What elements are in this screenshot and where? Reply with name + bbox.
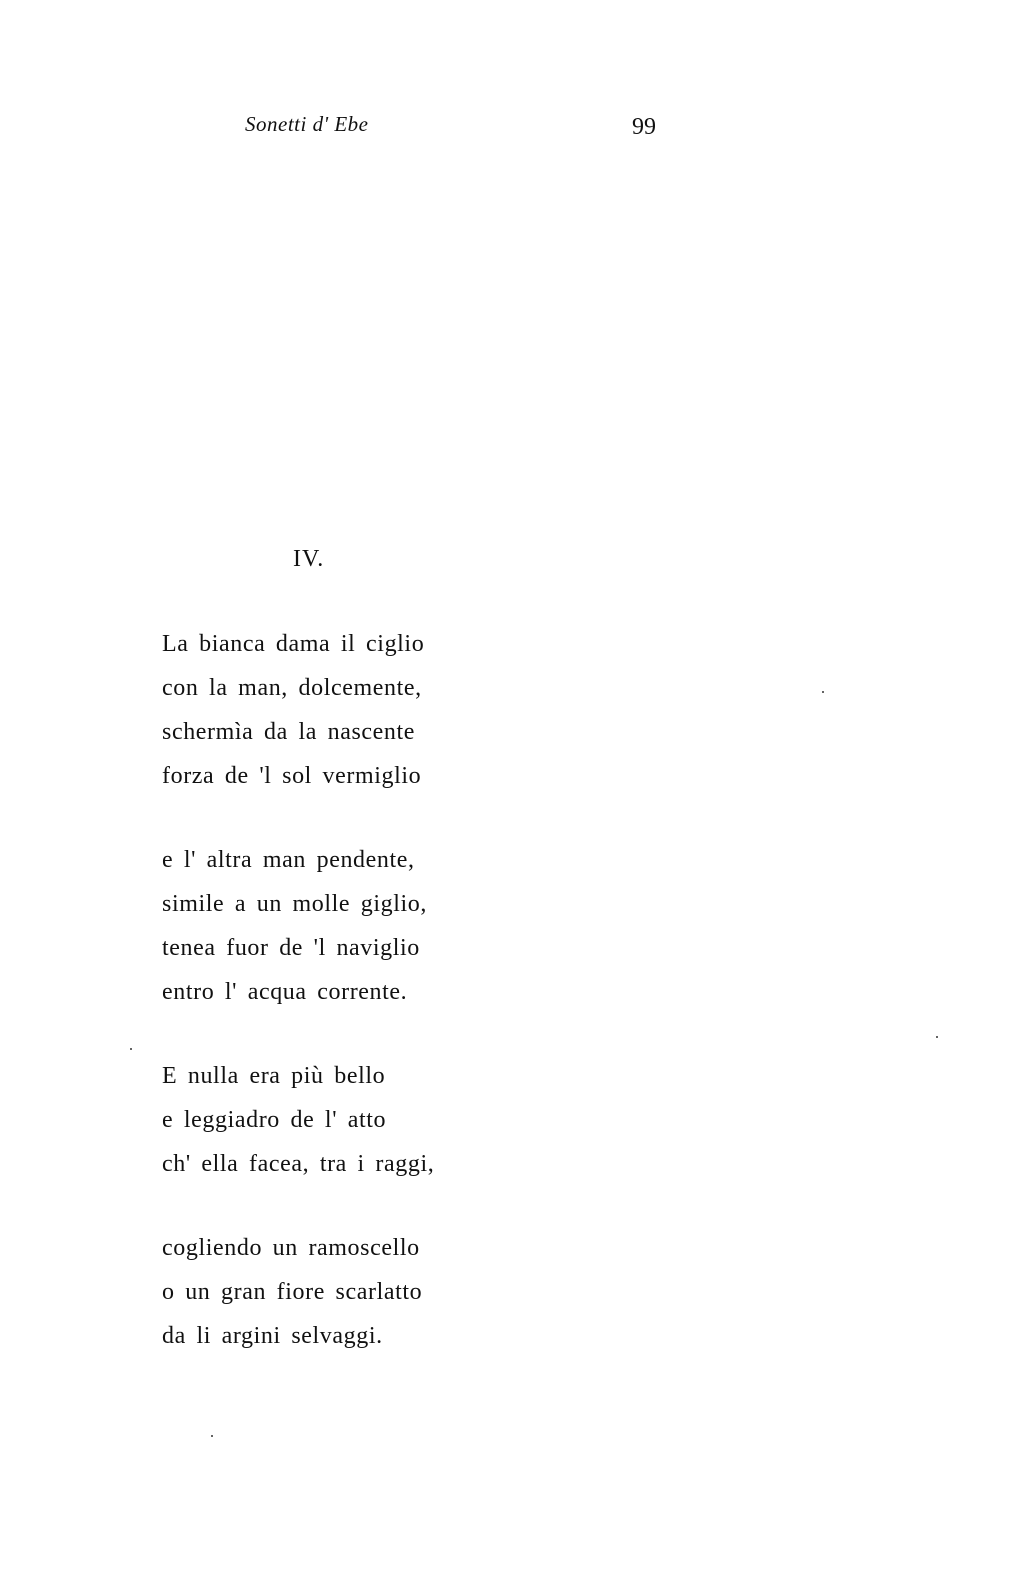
poem (162, 628, 434, 1364)
verse-line: forza de 'l sol vermiglio (162, 763, 422, 789)
print-speck (130, 1048, 132, 1050)
stanza-2 (162, 844, 434, 1020)
verse-line: ch' ella facea, tra i raggi, (162, 1151, 435, 1177)
verse-line: e l' altra man pendente, (162, 847, 415, 873)
verse-line: schermìa da la nascente (162, 719, 416, 745)
verse-line: con la man, dolcemente, (162, 675, 422, 701)
stanza-3 (162, 1060, 434, 1192)
verse-line: E nulla era più bello (162, 1063, 386, 1089)
stanza-1 (162, 628, 434, 804)
verse-line: entro l' acqua corrente. (162, 979, 408, 1005)
stanza-4 (162, 1232, 434, 1364)
verse-line: e leggiadro de l' atto (162, 1107, 387, 1133)
verse-line: o un gran fiore scarlatto (162, 1279, 423, 1305)
verse-line: da li argini selvaggi. (162, 1323, 383, 1349)
verse-line: simile a un molle giglio, (162, 891, 427, 917)
verse-line: tenea fuor de 'l naviglio (162, 935, 420, 961)
running-head: Sonetti d' Ebe (245, 112, 369, 136)
print-speck (936, 1036, 938, 1038)
section-numeral: IV. (293, 546, 325, 572)
verse-line: cogliendo un ramoscello (162, 1235, 420, 1261)
print-speck (211, 1435, 213, 1437)
page-number: 99 (632, 114, 656, 140)
print-speck (822, 691, 824, 693)
verse-line: La bianca dama il ciglio (162, 631, 425, 657)
